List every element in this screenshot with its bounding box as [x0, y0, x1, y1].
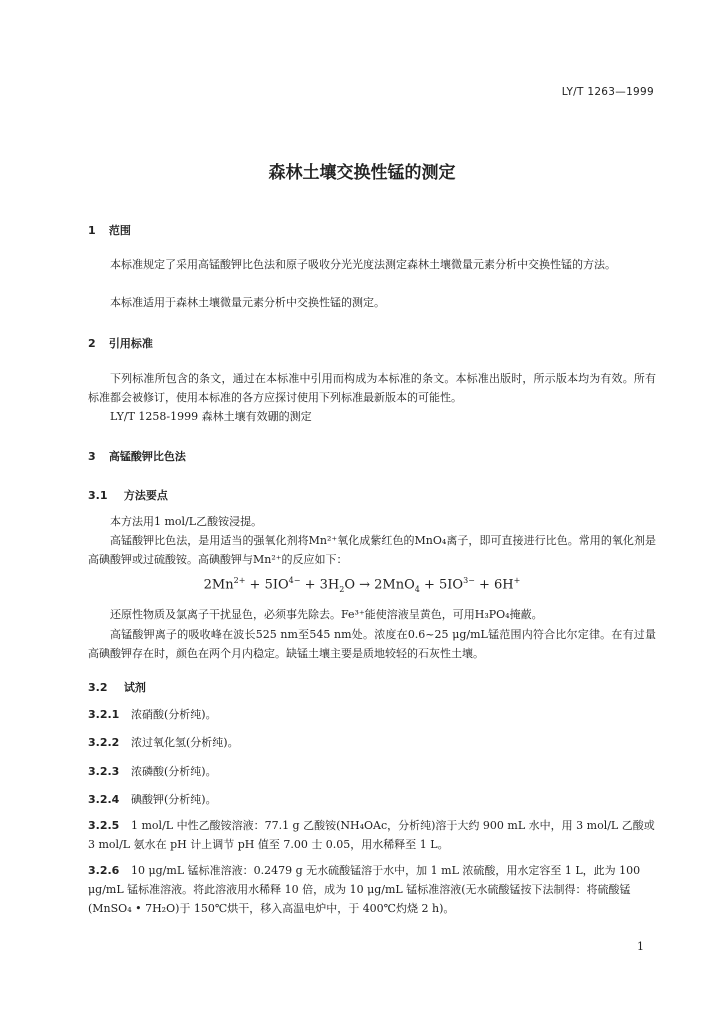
section-1-paragraph-2: 本标准适用于森林土壤微量元素分析中交换性锰的测定。 [110, 296, 385, 309]
reagent-number: 3.2.6 [88, 864, 120, 877]
reaction-formula [0, 576, 724, 594]
section-number: 3.2 [88, 681, 108, 694]
formula-part: + 5IO [245, 577, 289, 593]
reagent-item [88, 816, 658, 854]
reagent-item [88, 733, 658, 752]
section-2-heading [88, 335, 153, 351]
formula-part: + 5IO [419, 577, 464, 593]
section-number: 2 [88, 337, 96, 350]
section-2-paragraph-2: LY/T 1258-1999 森林土壤有效硼的测定 [110, 410, 312, 423]
reagent-number: 3.2.1 [88, 708, 120, 721]
section-3-heading [88, 448, 186, 464]
reagent-text: 浓过氧化氢(分析纯)。 [131, 736, 239, 749]
page-title: 森林土壤交换性锰的测定 [268, 163, 456, 183]
reagent-number: 3.2.3 [88, 765, 120, 778]
section-title: 方法要点 [123, 489, 168, 502]
formula-part: + 3H [300, 577, 340, 593]
reagent-item [88, 705, 658, 724]
reagent-item [88, 790, 658, 809]
section-number: 3 [88, 450, 96, 463]
reagent-item [88, 861, 658, 918]
reagent-text: 10 μg/mL 锰标准溶液：0.2479 g 无水硫酸锰溶于水中，加 1 mL 浓硫酸，用水定容至 1 L，此为 100 μg/mL 锰标准溶液。将此溶液用水稀释 10 倍，成为 10 μg/mL 锰标准溶液(无水硫酸锰按下法制得：将硫酸锰(MnSO₄ • 7H₂O)于 150℃烘干，移入高温电炉中，于 400℃灼烧 2 h)。 [88, 864, 641, 915]
section-3-1-heading [88, 487, 168, 503]
formula-superscript: 3− [463, 576, 475, 585]
section-title: 试剂 [123, 681, 146, 694]
reagent-text: 浓磷酸(分析纯)。 [131, 765, 217, 778]
section-3-1-paragraph-1: 本方法用1 mol/L乙酸铵浸提。 [110, 515, 263, 528]
page-number: 1 [637, 940, 644, 953]
reagent-number: 3.2.5 [88, 819, 120, 832]
reagent-text: 碘酸钾(分析纯)。 [131, 793, 217, 806]
section-1-heading [88, 222, 131, 238]
reagent-text: 1 mol/L 中性乙酸铵溶液：77.1 g 乙酸铵(NH₄OAc，分析纯)溶于大约 900 mL 水中，用 3 mol/L 乙酸或 3 mol/L 氨水在 pH 计上调节 pH 值至 7.00 士 0.05，用水稀释至 1 L。 [88, 819, 655, 851]
section-number: 1 [88, 224, 96, 237]
section-title: 引用标准 [108, 337, 153, 350]
section-2-paragraph-1: 下列标准所包含的条文，通过在本标准中引用而构成为本标准的条文。本标准出版时，所示版本均为有效。所有标准都会被修订，使用本标准的各方应探讨使用下列标准最新版本的可能性。 [88, 372, 656, 404]
section-title: 范围 [108, 224, 131, 237]
reagent-number: 3.2.2 [88, 736, 120, 749]
formula-part: 2Mn [203, 577, 234, 593]
formula-superscript: + [513, 576, 521, 585]
formula-subscript: 4 [414, 584, 420, 594]
reagent-text: 浓硝酸(分析纯)。 [131, 708, 217, 721]
section-3-2-heading [88, 679, 146, 695]
formula-part: + 6H [474, 577, 514, 593]
formula-superscript: 4− [288, 576, 301, 585]
section-1-paragraph-1: 本标准规定了采用高锰酸钾比色法和原子吸收分光光度法测定森林土壤微量元素分析中交换性锰的方法。 [110, 258, 616, 271]
formula-part: O → 2MnO [344, 577, 415, 593]
standard-code: LY/T 1263—1999 [561, 86, 654, 98]
section-title: 高锰酸钾比色法 [108, 450, 186, 463]
formula-superscript: 2+ [233, 576, 246, 585]
section-3-1-paragraph-2: 高锰酸钾比色法，是用适当的强氧化剂将Mn²⁺氧化成紫红色的MnO₄离子，即可直接进行比色。常用的氧化剂是高碘酸钾或过硫酸铵。高碘酸钾与Mn²⁺的反应如下： [88, 534, 656, 566]
formula-subscript: 2 [339, 584, 345, 594]
reagent-number: 3.2.4 [88, 793, 120, 806]
reagent-item [88, 762, 658, 781]
section-3-1-paragraph-3: 还原性物质及氯离子干扰显色，必须事先除去。Fe³⁺能使溶液呈黄色，可用H₃PO₄掩蔽。 [110, 608, 543, 621]
section-3-1-paragraph-4: 高锰酸钾离子的吸收峰在波长525 nm至545 nm处。浓度在0.6~25 μg/mL锰范围内符合比尔定律。在有过量高碘酸钾存在时，颜色在两个月内稳定。缺锰土壤主要是质地较轻的石灰性土壤。 [88, 628, 656, 660]
section-number: 3.1 [88, 489, 108, 502]
